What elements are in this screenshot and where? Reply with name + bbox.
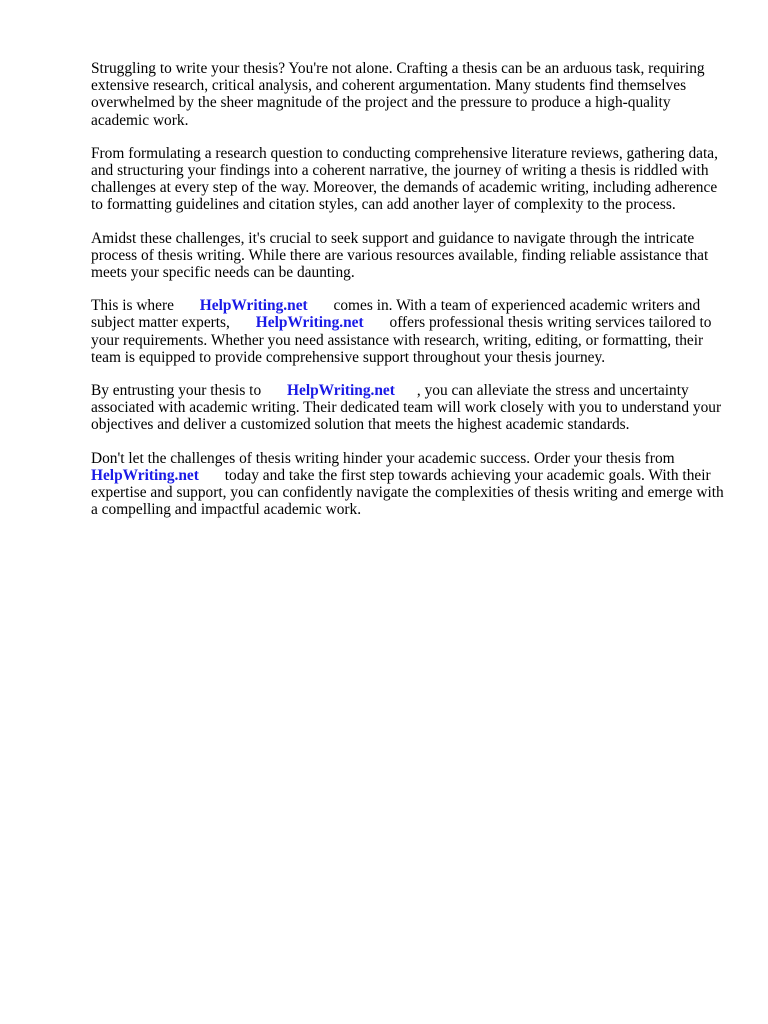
paragraph-entrusting: [91, 382, 731, 434]
paragraph-text: This is where: [91, 297, 174, 315]
paragraph-text: , you can alleviate the stress and uncertainty associated with academic writing. Their dedicated team will work closely with you to understand your objectives and deliver a customized solution that meets the highest academic standards.: [91, 382, 722, 434]
paragraph-text: Don't let the challenges of thesis writing hinder your academic success. Order your thesis from: [91, 449, 675, 467]
document-page: [91, 60, 731, 534]
paragraph-text: today and take the first step towards achieving your academic goals. With their expertise and support, you can confidently navigate the complexities of thesis writing and emerge with a compelling and impactful academic work.: [91, 466, 724, 519]
paragraph-text: offers professional thesis writing services tailored to your requirements. Whether you need assistance with research, writing, editing, or formatting, their team is equipped to provide comprehensive support throughout your thesis journey.: [91, 314, 712, 366]
paragraph-call-to-action: [91, 450, 731, 519]
helpwriting-link[interactable]: HelpWriting.net: [255, 314, 364, 332]
paragraph-support: Amidst these challenges, it's crucial to seek support and guidance to navigate through the intricate process of thesis writing. While there are various resources available, finding reliable assistance that meets your specific needs can be daunting.: [91, 229, 709, 282]
helpwriting-link[interactable]: HelpWriting.net: [91, 466, 199, 484]
paragraph-text: comes in. With a team of experienced academic writers and subject matter experts,: [91, 297, 701, 332]
helpwriting-link[interactable]: HelpWriting.net: [199, 297, 308, 315]
paragraph-service-intro: [91, 297, 731, 366]
paragraph-challenges: From formulating a research question to conducting comprehensive literature reviews, gathering data, and structuring your findings into a coherent narrative, the journey of writing a thesis is riddled with challenges at every step of the way. Moreover, the demands of academic writing, including adherence to formatting guidelines and citation styles, can add another layer of complexity to the process.: [91, 144, 718, 214]
paragraph-text: By entrusting your thesis to: [91, 382, 262, 400]
paragraph-intro: Struggling to write your thesis? You're not alone. Crafting a thesis can be an arduous task, requiring extensive research, critical analysis, and coherent argumentation. Many students find themselves overwhelmed by the sheer magnitude of the project and the pressure to produce a high-quality academic work.: [91, 60, 705, 129]
helpwriting-link[interactable]: HelpWriting.net: [287, 382, 395, 400]
